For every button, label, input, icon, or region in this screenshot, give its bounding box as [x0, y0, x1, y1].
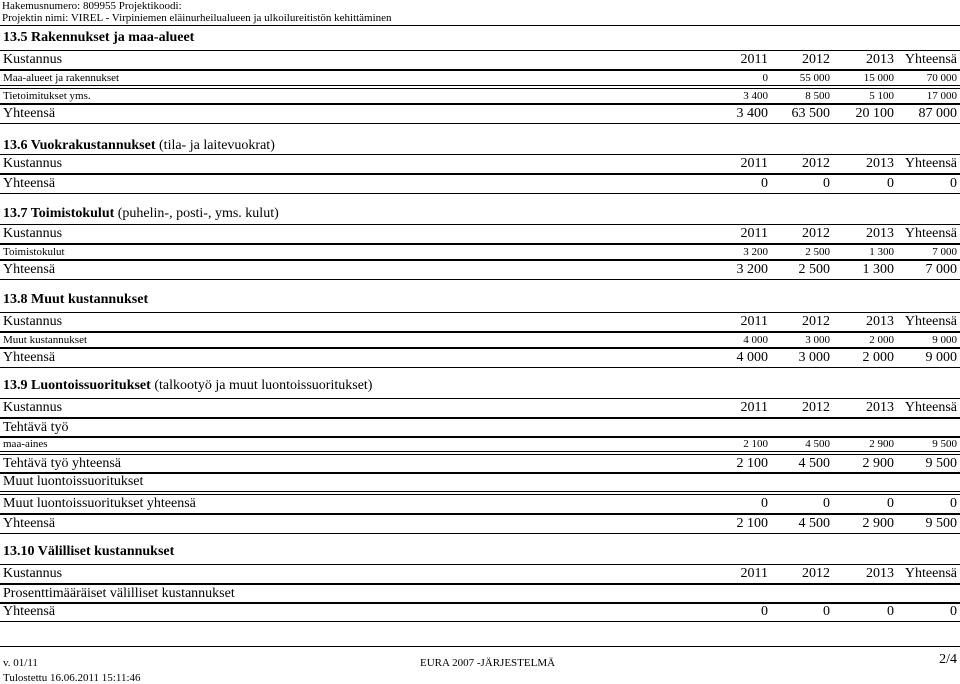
- row-label: Muut kustannukset: [3, 334, 88, 346]
- cell-total: Yhteensä: [904, 226, 957, 241]
- footer-print-date: Tulostettu 16.06.2011 15:11:46: [3, 672, 141, 684]
- cell-year-1: 3 400: [743, 90, 768, 102]
- section-title: [3, 30, 194, 46]
- cell-year-3: 5 100: [869, 90, 894, 102]
- table-row: [0, 436, 960, 452]
- cell-year-3: 2013: [866, 156, 894, 171]
- table-row: [0, 454, 960, 474]
- cell-year-2: 2012: [802, 314, 830, 329]
- cell-year-3: 1 300: [869, 246, 894, 258]
- row-label: Tehtävä työ: [3, 420, 69, 435]
- section-number: 13.9 Luontoissuoritukset: [3, 378, 151, 393]
- table-row: [0, 494, 960, 514]
- row-label: Yhteensä: [3, 604, 56, 619]
- cell-total: Yhteensä: [904, 52, 957, 67]
- table-header-row: [0, 564, 960, 584]
- section-description: (tila- ja laitevuokrat): [155, 138, 275, 153]
- cell-total: Yhteensä: [904, 314, 957, 329]
- table-row: [0, 418, 960, 438]
- cell-year-2: 8 500: [805, 90, 830, 102]
- row-label: Yhteensä: [3, 106, 56, 121]
- cell-total: 9 000: [925, 350, 957, 365]
- section-number: 13.8 Muut kustannukset: [3, 292, 149, 307]
- row-label: Yhteensä: [3, 516, 56, 531]
- cell-year-1: 3 400: [736, 106, 768, 121]
- section-number: 13.5 Rakennukset ja maa-alueet: [3, 30, 195, 45]
- row-label: Kustannus: [3, 566, 63, 581]
- cell-year-3: 1 300: [862, 262, 894, 277]
- cell-total: 0: [950, 496, 957, 511]
- cell-year-1: 2011: [740, 226, 768, 241]
- cell-year-3: 0: [887, 604, 894, 619]
- cell-year-1: 0: [761, 496, 768, 511]
- cell-total: Yhteensä: [904, 400, 957, 415]
- document-header: [2, 0, 392, 24]
- table-row: [0, 332, 960, 348]
- row-label: Kustannus: [3, 400, 63, 415]
- table-row: [0, 260, 960, 280]
- section-number: 13.10 Välilliset kustannukset: [3, 544, 175, 559]
- table-header-row: [0, 224, 960, 244]
- cell-year-3: 2013: [866, 314, 894, 329]
- header-divider: [0, 25, 960, 26]
- cell-year-1: 2 100: [736, 516, 768, 531]
- cell-total: 9 500: [932, 438, 957, 450]
- table-header-row: [0, 398, 960, 418]
- table-row: [0, 472, 960, 492]
- cell-year-3: 0: [887, 496, 894, 511]
- cell-year-2: 2 500: [798, 262, 830, 277]
- row-label: Muut luontoissuoritukset yhteensä: [3, 496, 196, 511]
- cell-year-2: 2012: [802, 52, 830, 67]
- cell-year-1: 2 100: [743, 438, 768, 450]
- cell-year-2: 4 500: [798, 456, 830, 471]
- cell-total: 9 000: [932, 334, 957, 346]
- cell-year-1: 2 100: [736, 456, 768, 471]
- section-title: [3, 138, 275, 154]
- row-label: Kustannus: [3, 156, 63, 171]
- section-title: [3, 378, 372, 394]
- row-label: Tietoimitukset yms.: [3, 90, 91, 102]
- table-row: [0, 602, 960, 622]
- cell-year-2: 4 500: [798, 516, 830, 531]
- cell-year-2: 0: [823, 496, 830, 511]
- row-label: Yhteensä: [3, 176, 56, 191]
- cell-year-1: 2011: [740, 566, 768, 581]
- cell-year-2: 2012: [802, 566, 830, 581]
- table-row: [0, 174, 960, 194]
- table-row: [0, 584, 960, 604]
- cell-year-3: 2013: [866, 400, 894, 415]
- header-project-name: Projektin nimi: VIREL - Virpiniemen eläinurheilualueen ja ulkoilureitistön kehittäminen: [2, 12, 392, 24]
- cell-year-1: 4 000: [736, 350, 768, 365]
- cell-year-2: 2012: [802, 400, 830, 415]
- cell-total: 70 000: [926, 72, 957, 84]
- cell-year-3: 15 000: [863, 72, 894, 84]
- cell-year-1: 3 200: [736, 262, 768, 277]
- row-label: maa-aines: [3, 438, 48, 450]
- cell-year-3: 2013: [866, 566, 894, 581]
- table-row: [0, 514, 960, 534]
- cell-year-1: 0: [761, 604, 768, 619]
- table-row: [0, 348, 960, 368]
- cell-year-3: 0: [887, 176, 894, 191]
- section-title: [3, 292, 148, 308]
- table-row: [0, 70, 960, 86]
- cell-total: 0: [950, 604, 957, 619]
- footer-system: EURA 2007 -JÄRJESTELMÄ: [420, 657, 556, 669]
- table-row: [0, 104, 960, 124]
- table-header-row: [0, 50, 960, 70]
- header-application-number: Hakemusnumero: 809955 Projektikoodi:: [2, 0, 182, 12]
- row-label: Toimistokulut: [3, 246, 65, 258]
- section-number: 13.7 Toimistokulut: [3, 206, 115, 221]
- footer-page-number: 2/4: [939, 652, 957, 667]
- section-description: (puhelin-, posti-, yms. kulut): [114, 206, 279, 221]
- footer-version: v. 01/11: [3, 657, 38, 669]
- cell-year-3: 2 000: [869, 334, 894, 346]
- cell-year-1: 0: [761, 176, 768, 191]
- cell-total: Yhteensä: [904, 566, 957, 581]
- cell-year-1: 2011: [740, 52, 768, 67]
- cell-year-3: 2 900: [862, 456, 894, 471]
- cell-total: 0: [950, 176, 957, 191]
- cell-year-3: 2013: [866, 52, 894, 67]
- cell-total: 87 000: [918, 106, 957, 121]
- cell-year-1: 2011: [740, 400, 768, 415]
- cell-year-3: 20 100: [855, 106, 894, 121]
- section-number: 13.6 Vuokrakustannukset: [3, 138, 156, 153]
- row-label: Kustannus: [3, 52, 63, 67]
- cell-year-2: 55 000: [799, 72, 830, 84]
- row-label: Kustannus: [3, 314, 63, 329]
- cell-year-2: 2012: [802, 226, 830, 241]
- cell-year-1: 4 000: [743, 334, 768, 346]
- cell-year-3: 2013: [866, 226, 894, 241]
- row-label: Prosenttimääräiset välilliset kustannukset: [3, 586, 235, 601]
- cell-year-1: 2011: [740, 156, 768, 171]
- cell-year-2: 3 000: [798, 350, 830, 365]
- table-header-row: [0, 154, 960, 174]
- row-label: Tehtävä työ yhteensä: [3, 456, 121, 471]
- footer-divider: [0, 646, 960, 647]
- cell-year-2: 0: [823, 176, 830, 191]
- table-row: [0, 244, 960, 260]
- cell-year-3: 2 900: [862, 516, 894, 531]
- cell-total: Yhteensä: [904, 156, 957, 171]
- table-row: [0, 88, 960, 104]
- cell-year-1: 3 200: [743, 246, 768, 258]
- cell-year-2: 4 500: [805, 438, 830, 450]
- cell-year-2: 63 500: [791, 106, 830, 121]
- section-title: [3, 544, 174, 560]
- cell-total: 9 500: [925, 516, 957, 531]
- cell-year-1: 2011: [740, 314, 768, 329]
- table-header-row: [0, 312, 960, 332]
- cell-total: 9 500: [925, 456, 957, 471]
- row-label: Yhteensä: [3, 262, 56, 277]
- cell-year-1: 0: [762, 72, 768, 84]
- cell-total: 7 000: [925, 262, 957, 277]
- row-label: Kustannus: [3, 226, 63, 241]
- cell-year-3: 2 900: [869, 438, 894, 450]
- row-label: Yhteensä: [3, 350, 56, 365]
- cell-total: 7 000: [932, 246, 957, 258]
- cell-total: 17 000: [926, 90, 957, 102]
- row-label: Muut luontoissuoritukset: [3, 474, 144, 489]
- cell-year-2: 2 500: [805, 246, 830, 258]
- section-title: [3, 206, 279, 222]
- cell-year-3: 2 000: [862, 350, 894, 365]
- cell-year-2: 3 000: [805, 334, 830, 346]
- cell-year-2: 2012: [802, 156, 830, 171]
- row-label: Maa-alueet ja rakennukset: [3, 72, 120, 84]
- cell-year-2: 0: [823, 604, 830, 619]
- section-description: (talkootyö ja muut luontoissuoritukset): [150, 378, 373, 393]
